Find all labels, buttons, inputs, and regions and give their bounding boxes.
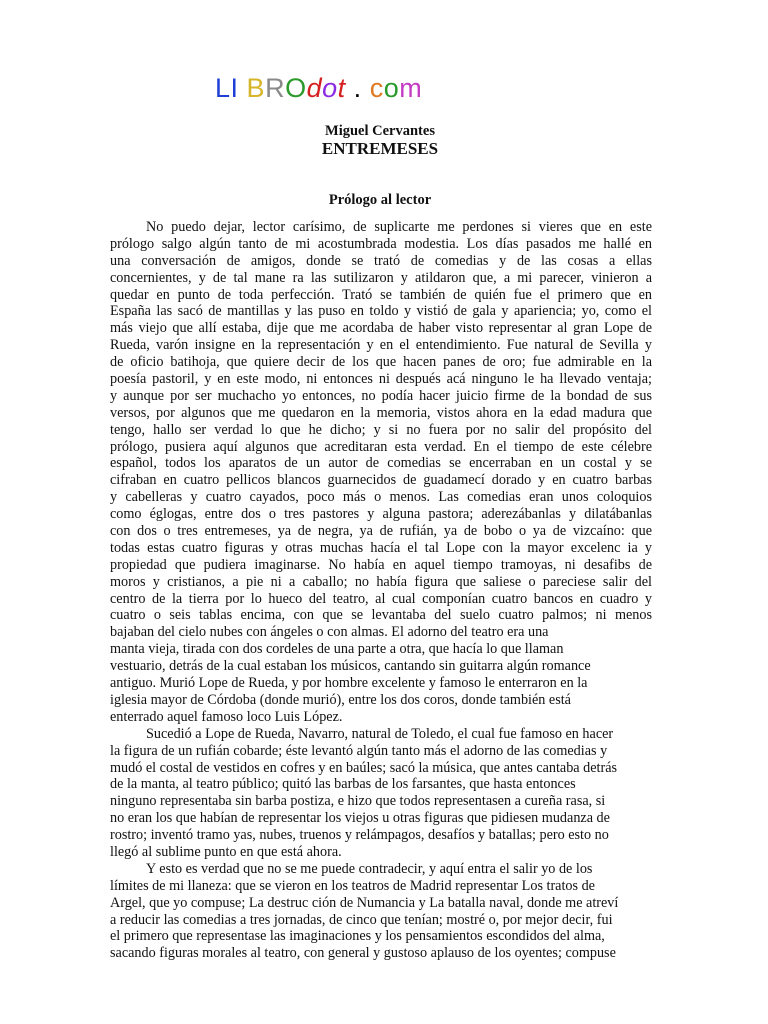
logo-letter: R [265,73,286,103]
text-line: mudó el costal de vestidos en cofres y en baúles; sacó la música, que antes cantaba detrás [110,759,618,776]
prologue-text [110,219,652,962]
logo-letter: t [337,73,346,103]
text-line: español, todos los aparatos de un autor de comedias se encerraban en un costal y se [110,455,652,472]
logo-letter: c [369,73,384,103]
text-line: de oficio batihoja, que quiere decir de los que hacen panes de oro; fue admirable en la [110,354,652,371]
text-line: manta vieja, tirada con dos cordeles de una parte a otra, que hacía lo que llaman [110,641,564,658]
logo-letter: . [353,73,362,103]
text-line: quedar en punto de toda perfección. Trató se también de quién fue el primero que en [110,286,652,303]
logo-letter [362,73,370,103]
text-line: todas estas cuatro figuras y otras muchas hacía el tal Lope con la mayor excelenc ia y [110,539,652,556]
site-logo [215,72,422,104]
logo-letter: LI [215,73,239,103]
text-line: rostro; inventó tramo yas, nubes, truenos y relámpagos, desafíos y batallas; pero esto no [110,827,609,844]
text-line: el primero que representase las imaginaciones y los pensamientos escondidos del alma, [110,928,605,945]
text-line: iglesia mayor de Córdoba (donde murió), entre los dos coros, donde también está [110,691,571,708]
logo-letter: m [399,73,423,103]
text-line: Rueda, varón insigne en la representación y en el entendimiento. Fue natural de Sevilla y [110,337,652,354]
text-line: No puedo dejar, lector carísimo, de suplicarte me perdones si vieres que en este [146,219,652,235]
text-line: prólogo, pusiera aquí algunos que acreditaran esta verdad. En el tiempo de este célebre [110,438,652,455]
author-name: Miguel Cervantes [325,123,435,139]
text-line: prólogo salgo algún tanto de mi acostumbrada modestia. Los días pasados me hallé en [110,235,652,252]
text-line: moros y cristianos, a pie ni a caballo; no había figura que saliese o pareciese salir del [110,573,652,590]
logo-letter: O [285,73,307,103]
text-line: y cabelleras y cuatro cayados, poco más o menos. Las comedias eran unos coloquios [110,489,652,506]
logo-letter: o [383,73,400,103]
text-line: Sucedió a Lope de Rueda, Navarro, natural de Toledo, el cual fue famoso en hacer [146,725,614,742]
logo-letter [239,73,247,103]
text-line: con dos o tres entremeses, ya de negra, ya de rufián, ya de bobo o ya de vizcaíno: que [110,523,652,540]
text-line: la figura de un rufián cobarde; éste levantó algún tanto más el adorno de las comedias y [110,742,608,759]
text-line: España las sacó de mantillas y las puso en toldo y vistió de gala y apariencia; yo, como el [110,303,652,320]
text-line: cifraban en cuatro pellicos blancos guarnecidos de guadamecí dorado y en cuatro barbas [110,472,652,489]
text-line: más viejo que allí estaba, dije que me acordaba de haber visto representar al gran Lope de [110,320,652,337]
section-heading: Prólogo al lector [328,192,432,208]
text-line: Argel, que yo compuse; La destruc ción de Numancia y La batalla naval, donde me atreví [110,894,619,911]
text-line: bajaban del cielo nubes con ángeles o con almas. El adorno del teatro era una [110,624,549,641]
text-line: centro de la tierra por lo hueco del teatro, al cual componían cuatro bancos en cuadro y [110,590,652,607]
text-line: enterrado aquel famoso loco Luis López. [110,708,343,725]
logo-letter: B [246,73,266,103]
text-line: como églogas, entre dos o tres pastores y alguna pastora; aderezábanlas y dilatábanlas [110,506,652,523]
text-line: a reducir las comedias a tres jornadas, de cinco que tenían; mostré o, por mejor decir, fui [110,911,613,928]
text-line: cuatro o seis tablas encima, con que se levantaba del suelo cuatro palmos; ni menos [110,607,652,624]
text-line: tengo, hallo ser verdad lo que he dicho; y si no fuera por no salir del propósito del [110,421,652,438]
text-line: sacando figuras morales al teatro, con general y gustoso aplauso de los oyentes; compuse [110,945,616,962]
text-line: no eran los que habían de representar los viejos u otras figuras que pidiesen mudanza de [110,810,610,827]
logo-letter [346,73,354,103]
text-line: poesía pastoril, y en este modo, ni entonces ni después acá ninguno le ha llevado ventaja; [110,371,652,388]
text-line: llegó al sublime punto en que está ahora. [110,843,342,860]
text-line: de la manta, al teatro público; quitó las barbas de los farsantes, que hasta entonces [110,776,576,793]
text-line: ninguno representaba sin barba postiza, e hizo que todos representasen a cureña rasa, si [110,793,606,810]
logo-letter: o [322,73,338,103]
text-line: versos, por algunos que me quedaron en la memoria, vistos ahora en la edad madura que [110,404,652,421]
text-line: vestuario, detrás de la cual estaban los músicos, cantando sin guitarra algún romance [110,658,591,675]
text-line: una conversación de amigos, donde se trató de comedias y de las cosas a ellas [110,252,652,269]
text-line: Y esto es verdad que no se me puede contradecir, y aquí entra el salir yo de los [146,860,593,877]
text-line: propiedad que pudiera imaginarse. No había en aquel tiempo tramoyas, ni desafibs de [110,556,652,573]
book-title: ENTREMESES [321,139,439,158]
text-line: antiguo. Murió Lope de Rueda, y por hombre excelente y famoso le enterraron en la [110,675,588,692]
text-line: y aunque por ser muchacho yo entonces, no podía hacer juicio firme de la bondad de sus [110,387,652,404]
text-line: concernientes, y de tal mane ra las sutilizaron y atildaron que, a mi parecer, vinieron a [110,269,652,286]
text-line: límites de mi llaneza: que se vieron en los teatros de Madrid representar Los tratos de [110,877,595,894]
logo-letter: d [306,73,323,103]
